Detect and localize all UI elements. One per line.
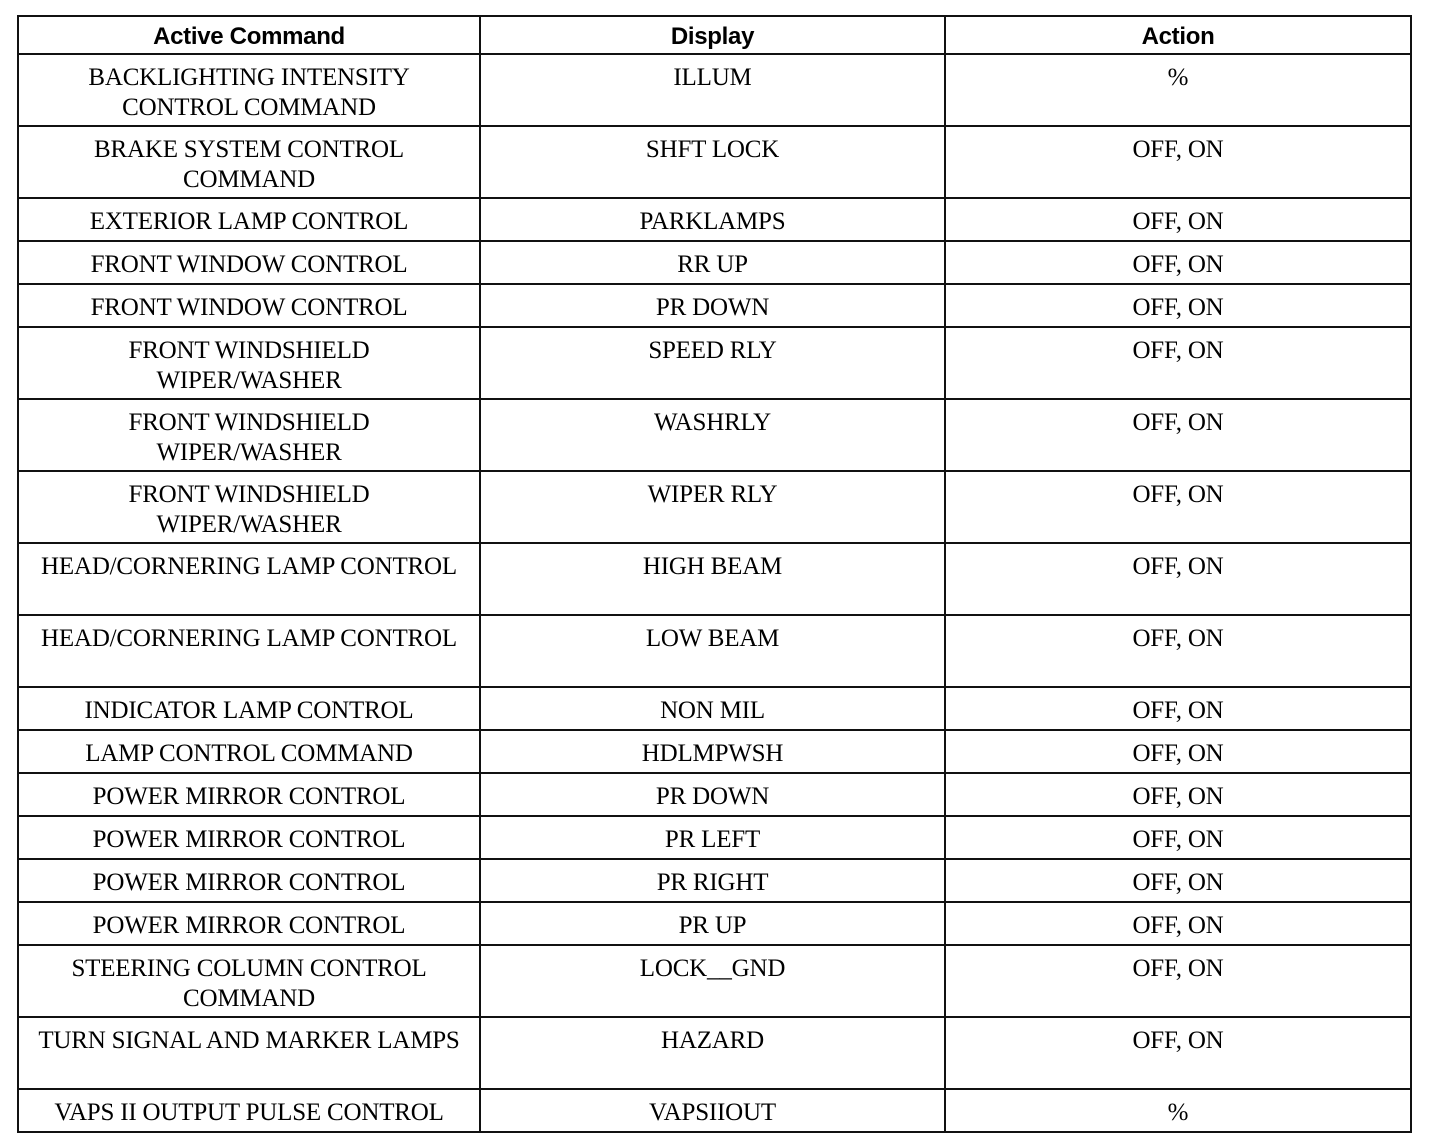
header-active-command: Active Command (18, 16, 480, 54)
cell-command: POWER MIRROR CONTROL (18, 902, 480, 945)
table-row (18, 773, 1411, 816)
header-row (18, 16, 1411, 54)
cell-command: BACKLIGHTING INTENSITY CONTROL COMMAND (18, 54, 480, 126)
table-row (18, 399, 1411, 471)
cell-display: WASHRLY (480, 399, 945, 471)
header-display: Display (480, 16, 945, 54)
cell-action: OFF, ON (945, 615, 1411, 687)
cell-action: OFF, ON (945, 543, 1411, 615)
cell-command: TURN SIGNAL AND MARKER LAMPS (18, 1017, 480, 1089)
table-row (18, 543, 1411, 615)
cell-action: OFF, ON (945, 1017, 1411, 1089)
active-command-table (17, 15, 1412, 1133)
cell-command: POWER MIRROR CONTROL (18, 816, 480, 859)
cell-command: FRONT WINDSHIELD WIPER/WASHER (18, 327, 480, 399)
cell-action: OFF, ON (945, 327, 1411, 399)
cell-display: RR UP (480, 241, 945, 284)
cell-display: WIPER RLY (480, 471, 945, 543)
header-action: Action (945, 16, 1411, 54)
cell-display: PR LEFT (480, 816, 945, 859)
cell-action: % (945, 1089, 1411, 1132)
cell-command: POWER MIRROR CONTROL (18, 773, 480, 816)
cell-command: FRONT WINDSHIELD WIPER/WASHER (18, 399, 480, 471)
cell-display: ILLUM (480, 54, 945, 126)
cell-command: LAMP CONTROL COMMAND (18, 730, 480, 773)
table-row (18, 1089, 1411, 1132)
cell-action: OFF, ON (945, 126, 1411, 198)
cell-display: PR RIGHT (480, 859, 945, 902)
cell-display: LOCK__GND (480, 945, 945, 1017)
table-row (18, 198, 1411, 241)
table-row (18, 241, 1411, 284)
cell-display: LOW BEAM (480, 615, 945, 687)
cell-action: OFF, ON (945, 816, 1411, 859)
table-row (18, 902, 1411, 945)
cell-command: HEAD/CORNERING LAMP CONTROL (18, 543, 480, 615)
cell-display: HIGH BEAM (480, 543, 945, 615)
cell-command: FRONT WINDOW CONTROL (18, 284, 480, 327)
table-row (18, 945, 1411, 1017)
cell-action: OFF, ON (945, 284, 1411, 327)
table-row (18, 471, 1411, 543)
cell-action: OFF, ON (945, 399, 1411, 471)
table-row (18, 284, 1411, 327)
cell-action: OFF, ON (945, 730, 1411, 773)
cell-command: BRAKE SYSTEM CONTROL COMMAND (18, 126, 480, 198)
cell-display: VAPSIIOUT (480, 1089, 945, 1132)
cell-action: OFF, ON (945, 471, 1411, 543)
cell-command: STEERING COLUMN CONTROL COMMAND (18, 945, 480, 1017)
table-row (18, 615, 1411, 687)
table-row (18, 687, 1411, 730)
cell-display: PR DOWN (480, 284, 945, 327)
cell-command: INDICATOR LAMP CONTROL (18, 687, 480, 730)
table-row (18, 816, 1411, 859)
table-row (18, 1017, 1411, 1089)
cell-action: OFF, ON (945, 241, 1411, 284)
table-row (18, 54, 1411, 126)
cell-command: FRONT WINDSHIELD WIPER/WASHER (18, 471, 480, 543)
table-row (18, 327, 1411, 399)
table-row (18, 730, 1411, 773)
cell-display: PR UP (480, 902, 945, 945)
table-row (18, 126, 1411, 198)
cell-command: HEAD/CORNERING LAMP CONTROL (18, 615, 480, 687)
cell-display: PR DOWN (480, 773, 945, 816)
cell-display: HDLMPWSH (480, 730, 945, 773)
cell-action: OFF, ON (945, 859, 1411, 902)
cell-action: OFF, ON (945, 773, 1411, 816)
cell-command: VAPS II OUTPUT PULSE CONTROL (18, 1089, 480, 1132)
cell-display: HAZARD (480, 1017, 945, 1089)
cell-command: POWER MIRROR CONTROL (18, 859, 480, 902)
cell-command: FRONT WINDOW CONTROL (18, 241, 480, 284)
cell-display: NON MIL (480, 687, 945, 730)
cell-display: SHFT LOCK (480, 126, 945, 198)
cell-action: OFF, ON (945, 687, 1411, 730)
cell-action: % (945, 54, 1411, 126)
cell-action: OFF, ON (945, 945, 1411, 1017)
cell-command: EXTERIOR LAMP CONTROL (18, 198, 480, 241)
cell-display: PARKLAMPS (480, 198, 945, 241)
table-row (18, 859, 1411, 902)
cell-display: SPEED RLY (480, 327, 945, 399)
cell-action: OFF, ON (945, 198, 1411, 241)
cell-action: OFF, ON (945, 902, 1411, 945)
